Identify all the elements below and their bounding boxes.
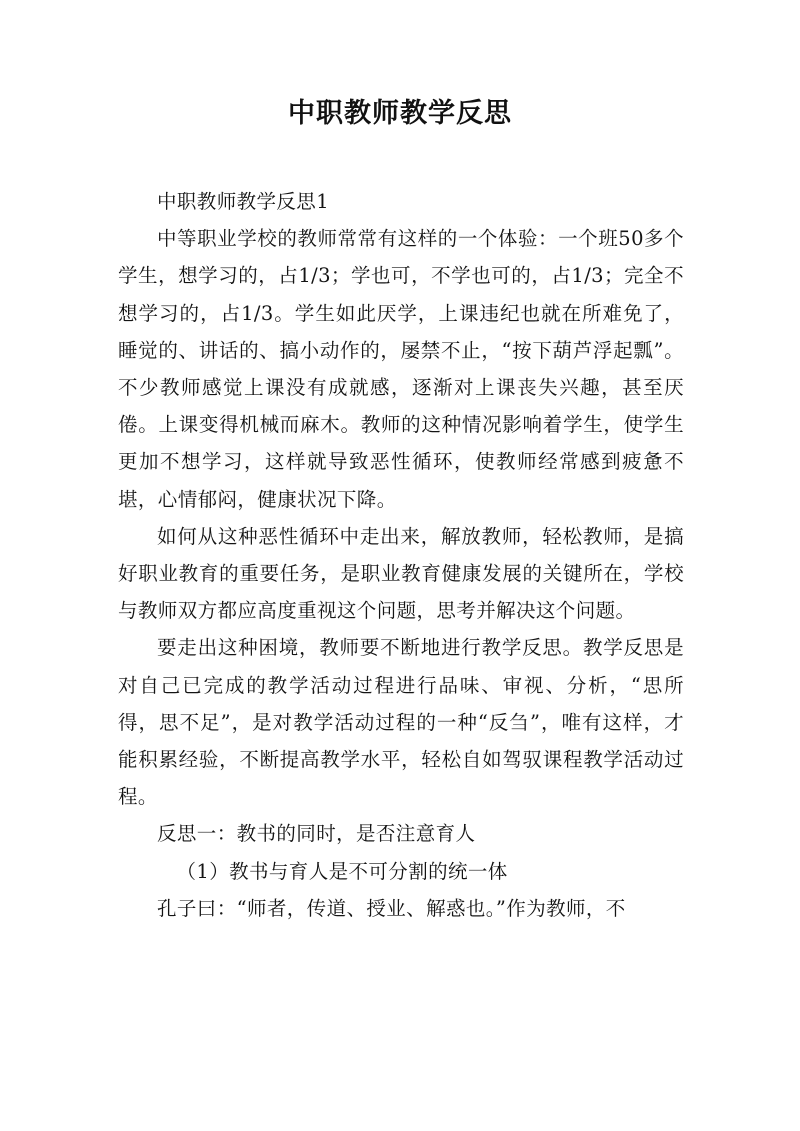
reflection-heading: 反思一：教书的同时，是否注意育人: [157, 822, 476, 846]
section-heading: 中职教师教学反思1: [157, 190, 330, 213]
subheading: （1）教书与育人是不可分割的统一体: [176, 859, 508, 883]
body-paragraph: 如何从这种恶性循环中走出来，解放教师，轻松教师，是搞好职业教育的重要任务，是职业教育健康发展的关键所在，学校与教师双方都应高度重视这个问题，思考并解决这个问题。: [118, 524, 684, 623]
document-title: 中职教师教学反思: [288, 98, 512, 129]
document-body: [118, 183, 684, 927]
body-paragraph: 孔子曰：“师者，传道、授业、解惑也。”作为教师，不: [157, 896, 626, 920]
body-paragraph: 中等职业学校的教师常常有这样的一个体验：一个班50多个学生，想学习的，占1/3；学也可，不学也可的，占1/3；完全不想学习的，占1/3。学生如此厌学，上课违纪也就在所难免了，睡觉的、讲话的、搞小动作的，屡禁不止，“按下葫芦浮起瓢”。不少教师感觉上课没有成就感，逐渐对上课丧失兴趣，甚至厌倦。上课变得机械而麻木。教师的这种情况影响着学生，使学生更加不想学习，这样就导致恶性循环，使教师经常感到疲惫不堪，心情郁闷，健康状况下降。: [118, 227, 684, 511]
body-paragraph: 要走出这种困境，教师要不断地进行教学反思。教学反思是对自己已完成的教学活动过程进行品味、审视、分析，“思所得，思不足”，是对教学活动过程的一种“反刍”，唯有这样，才能积累经验，不断提高教学水平，轻松自如驾驭课程教学活动过程。: [118, 636, 684, 809]
